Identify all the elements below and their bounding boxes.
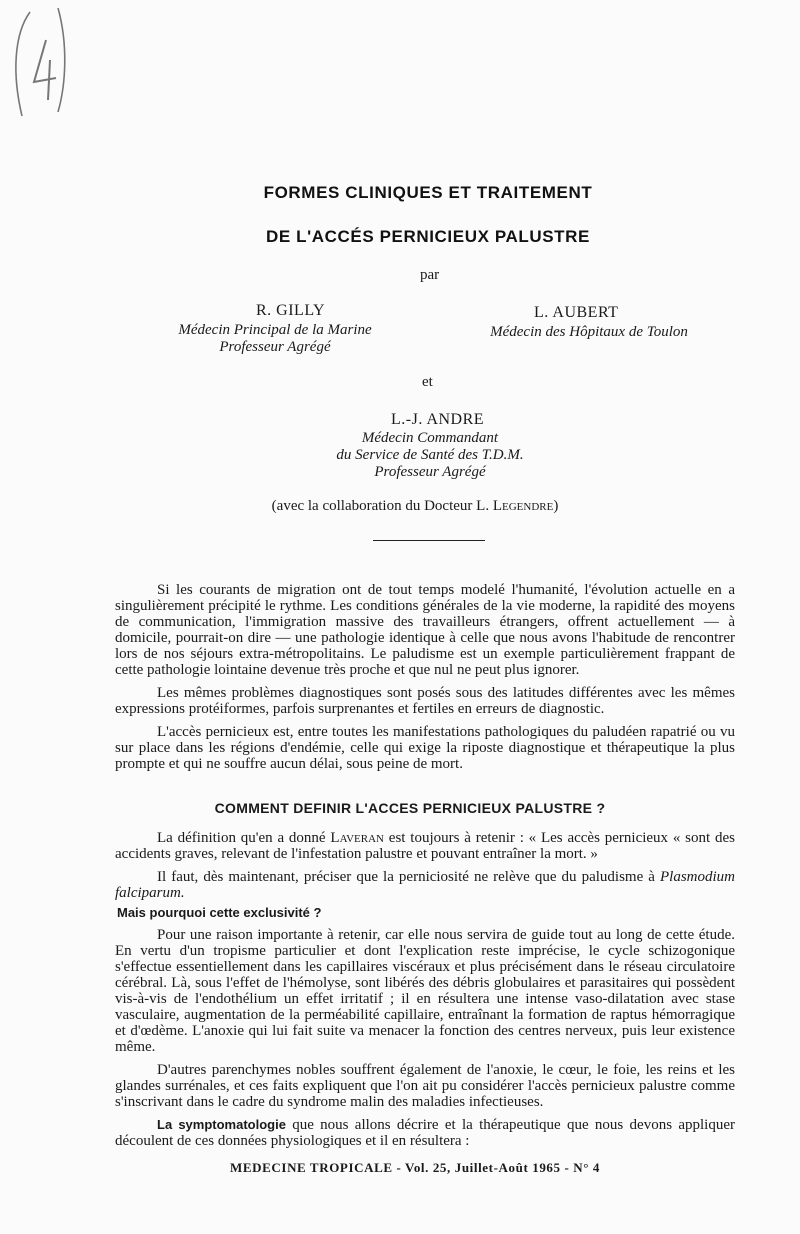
- symptomatology-lead: La symptomatologie: [157, 1117, 286, 1132]
- laveran-name: Laveran: [330, 830, 384, 846]
- subsection-heading-exclusivity: Mais pourquoi cette exclusivité ?: [117, 905, 322, 920]
- author-3-aff-line2: du Service de Santé des T.D.M.: [336, 447, 524, 463]
- definition-section: [115, 830, 735, 908]
- collaborator-name: Legendre: [492, 498, 554, 514]
- species-name: Plasmodium falciparum.: [115, 869, 735, 901]
- author-3-name: L.-J. ANDRE: [391, 411, 485, 428]
- author-1-aff-line2: Professeur Agrégé: [219, 339, 331, 355]
- handwritten-page-number: [8, 4, 72, 122]
- symptomatology-paragraph: La symptomatologie que nous allons décrire et la thérapeutique que nous devons appliquer découlent de ces données physiologiques et il en résultera :: [115, 1117, 735, 1149]
- exclusivity-section: [115, 927, 735, 1156]
- author-1-affiliation: [170, 322, 380, 356]
- intro-paragraph-2: Les mêmes problèmes diagnostiques sont posés sous des latitudes différentes avec les mêmes expressions protéiformes, parfois surprenantes et fertiles en erreurs de diagnostic.: [115, 685, 735, 717]
- intro-section: [115, 582, 735, 779]
- author-2-aff-line1: Médecin des Hôpitaux de Toulon: [490, 324, 688, 340]
- section-heading-definition: COMMENT DEFINIR L'ACCES PERNICIEUX PALUSTRE ?: [214, 800, 606, 816]
- byline-et: et: [422, 374, 433, 390]
- byline-par: par: [420, 267, 440, 283]
- journal-footer: MEDECINE TROPICALE - Vol. 25, Juillet-Août 1965 - N° 4: [230, 1160, 600, 1175]
- author-3-affiliation: [320, 430, 540, 481]
- exclusivity-paragraph-2: D'autres parenchymes nobles souffrent également de l'anoxie, le cœur, le foie, les reins et les glandes surrénales, et ces faits expliquent que l'on ait pu considérer l'accès pernicieux palustre comme s'inscrivant dans le cadre du syndrome malin des maladies infectieuses.: [115, 1062, 735, 1110]
- separator-rule: [373, 540, 485, 541]
- author-1-aff-line1: Médecin Principal de la Marine: [178, 322, 372, 338]
- author-3-aff-line1: Médecin Commandant: [361, 430, 499, 446]
- article-title-line1: FORMES CLINIQUES ET TRAITEMENT: [263, 183, 593, 202]
- author-2-affiliation: [474, 324, 704, 341]
- intro-paragraph-1: Si les courants de migration ont de tout temps modelé l'humanité, l'évolution actuelle en a singulièrement précipité le rythme. Les conditions générales de la vie moderne, la rapidité des moyens de communication, l'immigration massive des travailleurs étrangers, offrent actuellement — à domicile, pourrait-on dire — une pathologie identique à celle que nous avons l'habitude de rencontrer lors de nos séjours extra-métropolitains. Le paludisme est un exemple particulièrement frappant de cette pathologie lointaine devenue très proche et que nul ne peut plus ignorer.: [115, 582, 735, 678]
- collaboration-note: (avec la collaboration du Docteur L. Legendre): [271, 498, 559, 514]
- definition-paragraph-2: Il faut, dès maintenant, préciser que la perniciosité ne relève que du paludisme à Plasmodium falciparum.: [115, 869, 735, 901]
- author-1-name: R. GILLY: [256, 302, 326, 319]
- article-title-line2: DE L'ACCÉS PERNICIEUX PALUSTRE: [266, 227, 590, 246]
- definition-paragraph-1: La définition qu'en a donné Laveran est toujours à retenir : « Les accès pernicieux « sont des accidents graves, relevant de l'infestation palustre et pouvant entraîner la mort. »: [115, 830, 735, 862]
- author-2-name: L. AUBERT: [534, 304, 619, 321]
- intro-paragraph-3: L'accès pernicieux est, entre toutes les manifestations pathologiques du paludéen rapatrié ou vu sur place dans les régions d'endémie, celle qui exige la riposte diagnostique et thérapeutique la plus prompte et qui ne souffre aucun délai, sous peine de mort.: [115, 724, 735, 772]
- exclusivity-paragraph-1: Pour une raison importante à retenir, car elle nous servira de guide tout au long de cette étude. En vertu d'un tropisme particulier et dont l'explication reste imprécise, le cycle schizogonique s'effectue essentiellement dans les capillaires viscéraux et plus précisément dans le réseau circulatoire cérébral. Là, sous l'effet de l'hémolyse, sont libérés des débris globulaires et parasitaires qui possèdent vis-à-vis de l'endothélium un effet irritatif ; il en résultera une intense vaso-dilatation avec stase vasculaire, augmentation de la perméabilité capillaire, entraînant la formation de raptus hémorragique et d'œdème. L'anoxie qui lui fait suite va menacer la fonction des centres nerveux, puis leur existence même.: [115, 927, 735, 1055]
- author-3-aff-line3: Professeur Agrégé: [374, 464, 486, 480]
